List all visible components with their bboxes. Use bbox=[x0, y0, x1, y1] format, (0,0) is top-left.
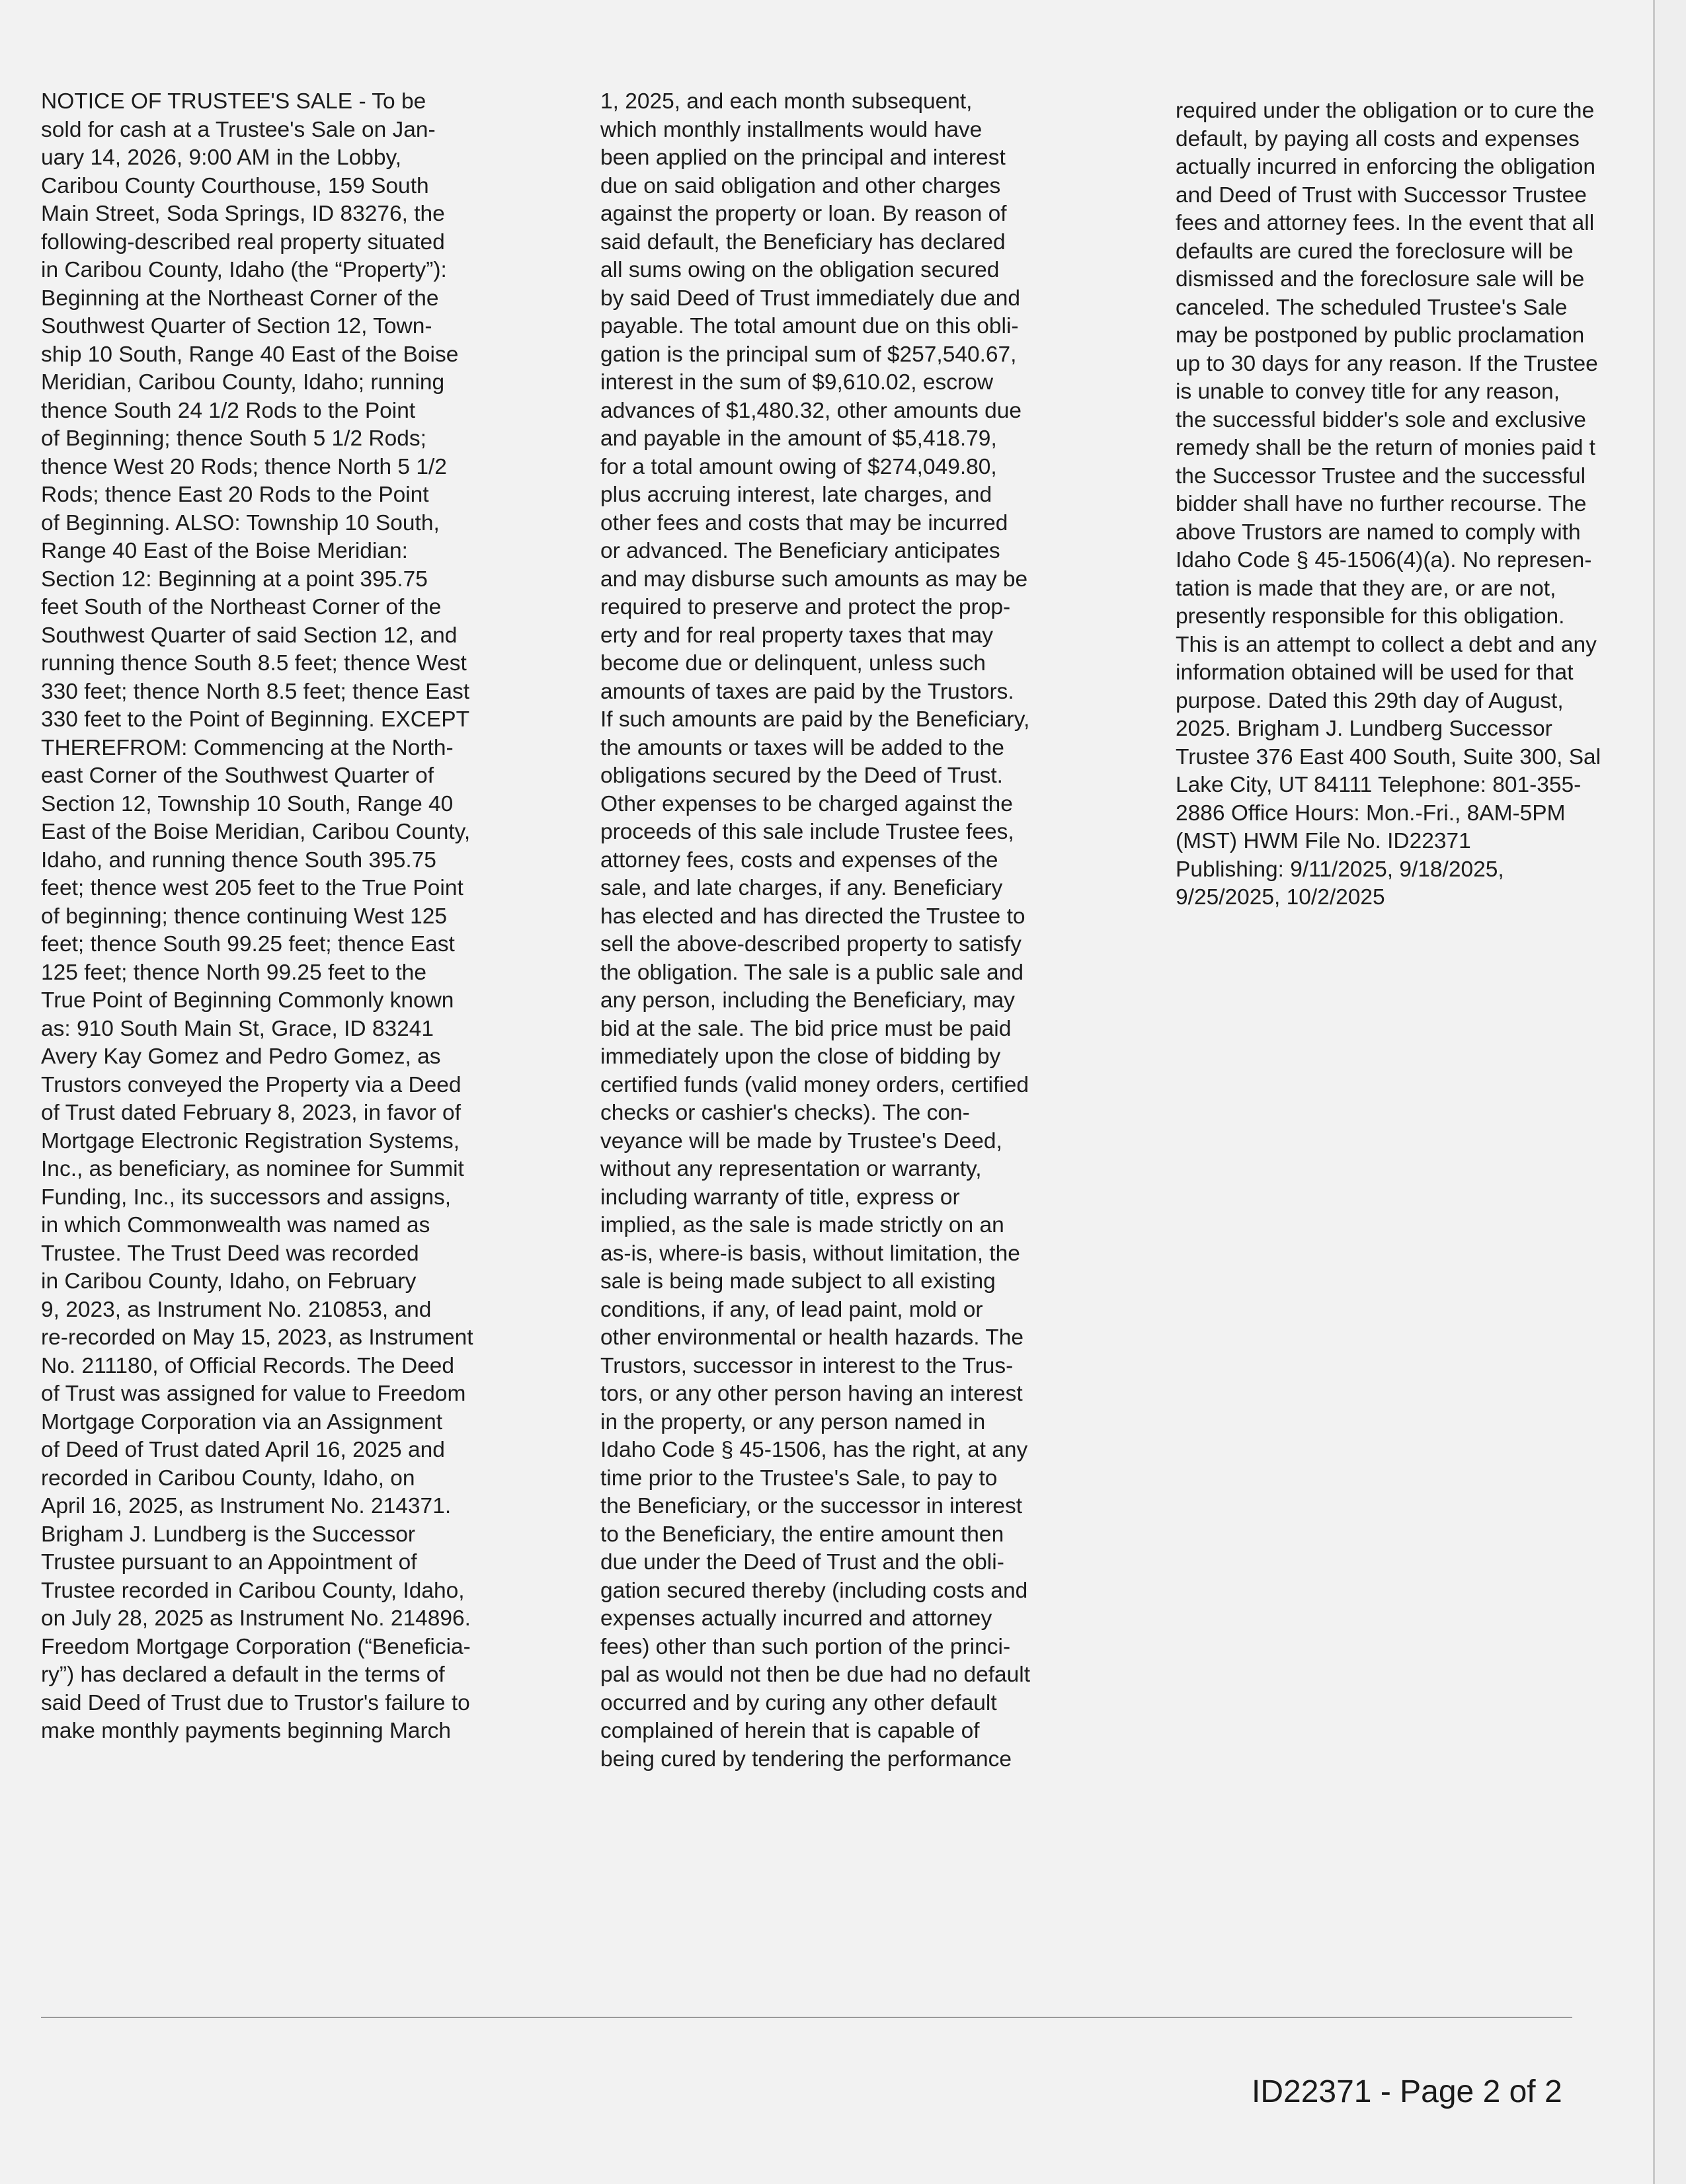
notice-text-line: for a total amount owing of $274,049.80, bbox=[600, 454, 997, 479]
notice-text-line: obligations secured by the Deed of Trust. bbox=[600, 763, 1003, 788]
notice-text-line: pal as would not then be due had no default bbox=[600, 1662, 1031, 1687]
notice-text-line: actually incurred in enforcing the obligation bbox=[1176, 155, 1596, 179]
notice-text-line: all sums owing on the obligation secured bbox=[600, 258, 1000, 282]
notice-text-line: conditions, if any, of lead paint, mold or bbox=[600, 1297, 983, 1322]
notice-text-line: Range 40 East of the Boise Meridian: bbox=[41, 539, 408, 563]
notice-text-line: East of the Boise Meridian, Caribou County, bbox=[41, 820, 471, 844]
notice-text-line: default, by paying all costs and expenses bbox=[1176, 126, 1580, 151]
notice-text-line: Southwest Quarter of Section 12, Town- bbox=[41, 314, 432, 338]
footer-divider bbox=[41, 2017, 1572, 2018]
notice-text-line: tors, or any other person having an interest bbox=[600, 1382, 1023, 1406]
notice-text-line: being cured by tendering the performance bbox=[600, 1746, 1012, 1772]
notice-text-line: Trustors conveyed the Property via a Deed bbox=[41, 1072, 462, 1097]
notice-text-line: and may disburse such amounts as may be bbox=[600, 566, 1028, 592]
notice-text-line: Freedom Mortgage Corporation (“Beneficia- bbox=[41, 1634, 471, 1659]
notice-text-line: the obligation. The sale is a public sale and bbox=[600, 960, 1024, 985]
notice-text-line: certified funds (valid money orders, certified bbox=[600, 1072, 1029, 1097]
notice-text-line: required under the obligation or to cure the bbox=[1176, 98, 1595, 123]
notice-text-line: 9, 2023, as Instrument No. 210853, and bbox=[41, 1297, 432, 1322]
notice-text-line: may be postponed by public proclamation bbox=[1176, 323, 1585, 348]
notice-text-line: of Trust was assigned for value to Freedom bbox=[41, 1382, 466, 1406]
notice-text-line: of Trust dated February 8, 2023, in favor of bbox=[41, 1101, 461, 1125]
notice-text-line: ry”) has declared a default in the terms of bbox=[41, 1662, 445, 1687]
notice-text-line: Publishing: 9/11/2025, 9/18/2025, bbox=[1176, 857, 1504, 882]
page-footer-label: ID22371 - Page 2 of 2 bbox=[1252, 2074, 1562, 2109]
notice-text-line: said Deed of Trust due to Trustor's failure to bbox=[41, 1690, 470, 1715]
notice-text-line: Trustee pursuant to an Appointment of bbox=[41, 1550, 417, 1575]
notice-text-line: purpose. Dated this 29th day of August, bbox=[1176, 688, 1564, 713]
notice-text-line: If such amounts are paid by the Beneficiary, bbox=[600, 707, 1030, 732]
notice-text-line: in which Commonwealth was named as bbox=[41, 1213, 430, 1237]
notice-text-line: of Beginning. ALSO: Township 10 South, bbox=[41, 510, 440, 535]
notice-text-line: Section 12, Township 10 South, Range 40 bbox=[41, 791, 454, 816]
notice-text-line: complained of herein that is capable of bbox=[600, 1719, 980, 1743]
notice-text-line: gation secured thereby (including costs and bbox=[600, 1578, 1028, 1603]
notice-text-line: east Corner of the Southwest Quarter of bbox=[41, 763, 434, 788]
notice-text-line: Funding, Inc., its successors and assigns, bbox=[41, 1185, 452, 1210]
notice-text-line: NOTICE OF TRUSTEE'S SALE - To be bbox=[41, 89, 426, 114]
notice-text-line: is unable to convey title for any reason, bbox=[1176, 379, 1560, 404]
notice-text-line: Trustee 376 East 400 South, Suite 300, Sal bbox=[1176, 744, 1601, 769]
notice-text-line: implied, as the sale is made strictly on an bbox=[600, 1213, 1004, 1237]
notice-text-line: ship 10 South, Range 40 East of the Boise bbox=[41, 342, 459, 367]
notice-text-line: time prior to the Trustee's Sale, to pay to bbox=[600, 1465, 998, 1491]
notice-text-line: or advanced. The Beneficiary anticipates bbox=[600, 539, 1000, 563]
notice-text-line: 125 feet; thence North 99.25 feet to the bbox=[41, 960, 426, 985]
notice-text-line: Mortgage Electronic Registration Systems, bbox=[41, 1128, 460, 1153]
notice-text-line: thence West 20 Rods; thence North 5 1/2 bbox=[41, 454, 447, 479]
notice-text-line: checks or cashier's checks). The con- bbox=[600, 1101, 970, 1125]
notice-text-line: defaults are cured the foreclosure will be bbox=[1176, 239, 1574, 264]
notice-text-line: April 16, 2025, as Instrument No. 214371. bbox=[41, 1494, 452, 1518]
notice-text-line: feet; thence South 99.25 feet; thence East bbox=[41, 932, 455, 956]
notice-text-line: by said Deed of Trust immediately due and bbox=[600, 286, 1020, 311]
notice-text-line: as-is, where-is basis, without limitation, the bbox=[600, 1241, 1020, 1266]
notice-text-line: following-described real property situated bbox=[41, 229, 445, 254]
notice-text-line: This is an attempt to collect a debt and any bbox=[1176, 632, 1597, 657]
notice-text-line: any person, including the Beneficiary, may bbox=[600, 988, 1015, 1013]
notice-text-line: in Caribou County, Idaho, on February bbox=[41, 1269, 417, 1294]
notice-text-line: erty and for real property taxes that may bbox=[600, 623, 993, 648]
notice-text-line: running thence South 8.5 feet; thence West bbox=[41, 651, 467, 676]
notice-text-line: Southwest Quarter of said Section 12, and bbox=[41, 623, 458, 648]
notice-text-line: advances of $1,480.32, other amounts due bbox=[600, 398, 1022, 423]
notice-text-line: been applied on the principal and interest bbox=[600, 145, 1006, 170]
notice-text-line: the successful bidder's sole and exclusive bbox=[1176, 407, 1586, 432]
notice-text-line: 1, 2025, and each month subsequent, bbox=[600, 89, 973, 114]
notice-text-line: bid at the sale. The bid price must be paid bbox=[600, 1016, 1012, 1041]
notice-text-line: and Deed of Trust with Successor Trustee bbox=[1176, 182, 1587, 208]
notice-text-line: remedy shall be the return of monies paid t bbox=[1176, 436, 1595, 460]
notice-text-line: Main Street, Soda Springs, ID 83276, the bbox=[41, 202, 445, 226]
notice-text-line: Idaho Code § 45-1506(4)(a). No represen- bbox=[1176, 548, 1592, 572]
notice-text-line: Inc., as beneficiary, as nominee for Summit bbox=[41, 1157, 464, 1181]
notice-text-line: to the Beneficiary, the entire amount then bbox=[600, 1522, 1004, 1547]
notice-text-line: immediately upon the close of bidding by bbox=[600, 1044, 1001, 1069]
notice-text-line: make monthly payments beginning March bbox=[41, 1719, 452, 1743]
notice-text-line: feet; thence west 205 feet to the True Point bbox=[41, 876, 463, 900]
notice-text-line: feet South of the Northeast Corner of the bbox=[41, 595, 442, 619]
notice-text-line: Trustors, successor in interest to the Trus- bbox=[600, 1353, 1014, 1378]
notice-text-line: occurred and by curing any other default bbox=[600, 1690, 997, 1715]
notice-text-line: True Point of Beginning Commonly known bbox=[41, 988, 454, 1013]
notice-text-line: sale is being made subject to all existing bbox=[600, 1269, 996, 1294]
notice-text-line: payable. The total amount due on this obli- bbox=[600, 314, 1019, 338]
notice-text-line: against the property or loan. By reason of bbox=[600, 202, 1007, 226]
notice-text-line: become due or delinquent, unless such bbox=[600, 651, 986, 676]
notice-text-line: fees) other than such portion of the princi- bbox=[600, 1634, 1011, 1659]
notice-text-line: gation is the principal sum of $257,540.67, bbox=[600, 342, 1017, 367]
notice-text-line: in the property, or any person named in bbox=[600, 1409, 986, 1434]
notice-text-line: recorded in Caribou County, Idaho, on bbox=[41, 1465, 415, 1491]
notice-text-line: proceeds of this sale include Trustee fees, bbox=[600, 820, 1014, 844]
notice-text-line: Idaho, and running thence South 395.75 bbox=[41, 847, 436, 873]
notice-text-line: amounts of taxes are paid by the Trustors. bbox=[600, 679, 1014, 704]
notice-text-line: (MST) HWM File No. ID22371 bbox=[1176, 829, 1471, 853]
notice-text-line: of Deed of Trust dated April 16, 2025 and bbox=[41, 1438, 445, 1462]
notice-text-line: THEREFROM: Commencing at the North- bbox=[41, 735, 454, 760]
notice-text-line: Beginning at the Northeast Corner of the bbox=[41, 286, 439, 311]
notice-text-line: Caribou County Courthouse, 159 South bbox=[41, 173, 429, 198]
notice-text-line: Brigham J. Lundberg is the Successor bbox=[41, 1522, 416, 1547]
notice-text-line: Lake City, UT 84111 Telephone: 801-355- bbox=[1176, 773, 1582, 797]
notice-text-line: interest in the sum of $9,610.02, escrow bbox=[600, 370, 994, 395]
notice-text-line: has elected and has directed the Trustee to bbox=[600, 904, 1025, 929]
notice-text-line: 2886 Office Hours: Mon.-Fri., 8AM-5PM bbox=[1176, 800, 1566, 826]
notice-text-line: Meridian, Caribou County, Idaho; running bbox=[41, 370, 445, 395]
notice-text-line: fees and attorney fees. In the event that all bbox=[1176, 211, 1595, 235]
notice-text-line: 9/25/2025, 10/2/2025 bbox=[1176, 885, 1385, 910]
notice-text-line: above Trustors are named to comply with bbox=[1176, 520, 1581, 545]
notice-text-line: sold for cash at a Trustee's Sale on Jan- bbox=[41, 117, 436, 142]
notice-text-line: 2025. Brigham J. Lundberg Successor bbox=[1176, 717, 1552, 741]
notice-text-line: Trustee recorded in Caribou County, Idaho, bbox=[41, 1578, 465, 1603]
notice-text-line: No. 211180, of Official Records. The Deed bbox=[41, 1353, 455, 1378]
notice-text-line: information obtained will be used for that bbox=[1176, 660, 1574, 685]
notice-text-line: sale, and late charges, if any. Beneficiary bbox=[600, 876, 1003, 900]
notice-text-line: of beginning; thence continuing West 125 bbox=[41, 904, 447, 929]
notice-text-line: due under the Deed of Trust and the obli- bbox=[600, 1550, 1004, 1575]
notice-text-line: tation is made that they are, or are not, bbox=[1176, 576, 1556, 601]
notice-text-line: thence South 24 1/2 Rods to the Point bbox=[41, 398, 416, 423]
notice-text-line: Trustee. The Trust Deed was recorded bbox=[41, 1241, 419, 1266]
notice-text-line: sell the above-described property to satisfy bbox=[600, 932, 1022, 956]
notice-text-line: re-recorded on May 15, 2023, as Instrument bbox=[41, 1325, 473, 1350]
notice-column-2 bbox=[600, 88, 1030, 1774]
notice-text-line: required to preserve and protect the prop- bbox=[600, 595, 1011, 619]
notice-text-line: including warranty of title, express or bbox=[600, 1185, 960, 1210]
notice-text-line: uary 14, 2026, 9:00 AM in the Lobby, bbox=[41, 145, 402, 170]
notice-text-line: Other expenses to be charged against the bbox=[600, 791, 1013, 816]
notice-text-line: attorney fees, costs and expenses of the bbox=[600, 847, 998, 873]
notice-column-3 bbox=[1176, 97, 1601, 912]
notice-text-line: Section 12: Beginning at a point 395.75 bbox=[41, 566, 428, 592]
notice-text-line: presently responsible for this obligation. bbox=[1176, 604, 1565, 629]
notice-text-line: Avery Kay Gomez and Pedro Gomez, as bbox=[41, 1044, 441, 1069]
notice-text-line: the Beneficiary, or the successor in interest bbox=[600, 1494, 1023, 1518]
notice-text-line: 330 feet; thence North 8.5 feet; thence East bbox=[41, 679, 470, 704]
notice-text-line: other fees and costs that may be incurred bbox=[600, 510, 1008, 535]
notice-text-line: veyance will be made by Trustee's Deed, bbox=[600, 1128, 1002, 1153]
notice-text-line: of Beginning; thence South 5 1/2 Rods; bbox=[41, 426, 426, 451]
notice-text-line: canceled. The scheduled Trustee's Sale bbox=[1176, 295, 1568, 320]
notice-text-line: which monthly installments would have bbox=[600, 117, 983, 142]
notice-text-line: other environmental or health hazards. The bbox=[600, 1325, 1024, 1350]
notice-text-line: as: 910 South Main St, Grace, ID 83241 bbox=[41, 1016, 434, 1041]
notice-text-line: without any representation or warranty, bbox=[600, 1157, 982, 1181]
notice-text-line: 330 feet to the Point of Beginning. EXCEPT bbox=[41, 707, 470, 732]
notice-text-line: Idaho Code § 45-1506, has the right, at any bbox=[600, 1438, 1028, 1462]
notice-text-line: Mortgage Corporation via an Assignment bbox=[41, 1409, 443, 1434]
notice-text-line: said default, the Beneficiary has declared bbox=[600, 229, 1006, 254]
notice-text-line: expenses actually incurred and attorney bbox=[600, 1606, 992, 1631]
notice-text-line: and payable in the amount of $5,418.79, bbox=[600, 426, 997, 451]
notice-text-line: on July 28, 2025 as Instrument No. 214896. bbox=[41, 1606, 471, 1631]
notice-text-line: Rods; thence East 20 Rods to the Point bbox=[41, 483, 429, 507]
notice-text-line: dismissed and the foreclosure sale will be bbox=[1176, 267, 1585, 292]
notice-text-line: plus accruing interest, late charges, and bbox=[600, 483, 992, 507]
notice-text-line: in Caribou County, Idaho (the “Property”): bbox=[41, 258, 447, 282]
notice-text-line: up to 30 days for any reason. If the Trustee bbox=[1176, 351, 1598, 376]
notice-text-line: due on said obligation and other charges bbox=[600, 173, 1001, 198]
notice-text-line: the amounts or taxes will be added to the bbox=[600, 735, 1004, 760]
notice-text-line: the Successor Trustee and the successful bbox=[1176, 463, 1586, 488]
notice-column-1 bbox=[41, 88, 473, 1746]
notice-text-line: bidder shall have no further recourse. The bbox=[1176, 492, 1587, 516]
